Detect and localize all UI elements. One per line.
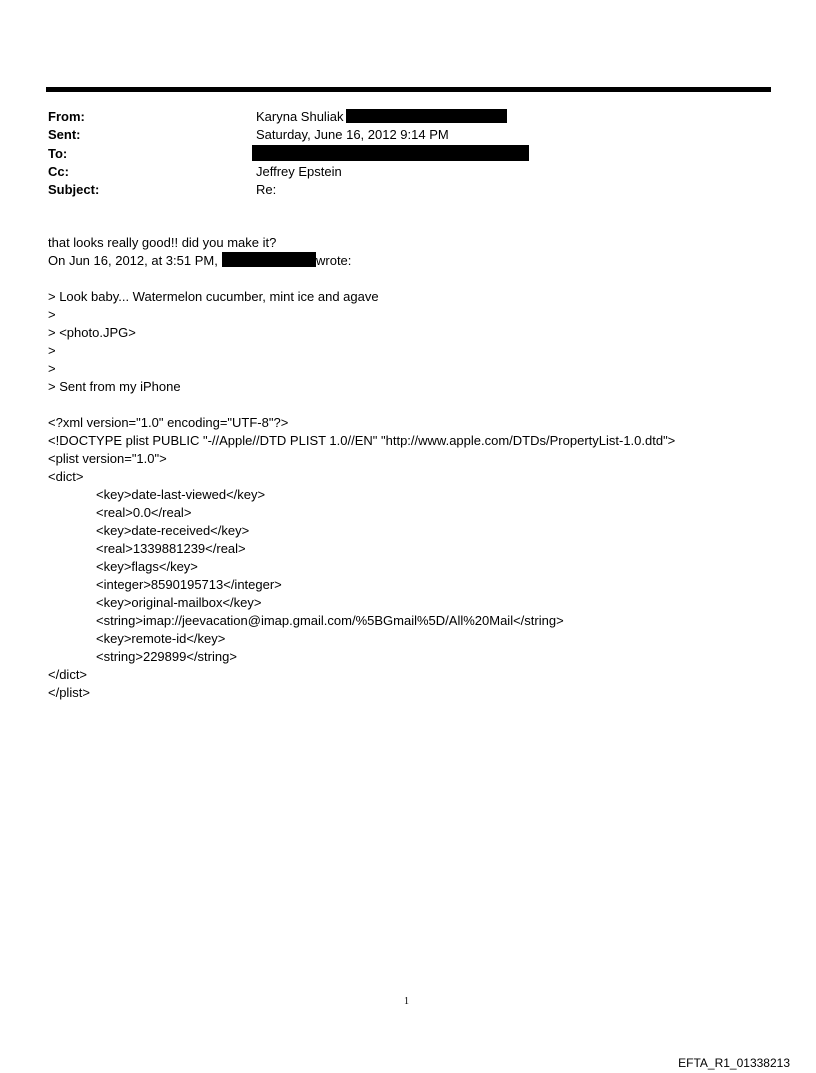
subject-label: Subject: [48,182,100,197]
xml-dict-line: <string>imap://jeevacation@imap.gmail.com/%5BGmail%5D/All%20Mail</string> [96,613,564,628]
xml-line: <?xml version="1.0" encoding="UTF-8"?> [48,415,289,430]
xml-dict-line: <real>0.0</real> [96,505,192,520]
quoted-line: > Sent from my iPhone [48,379,181,394]
sent-label: Sent: [48,127,81,142]
quoted-line: > Look baby... Watermelon cucumber, mint ice and agave [48,289,379,304]
body-line-1: that looks really good!! did you make it? [48,235,277,250]
redaction-from-email [346,109,507,123]
sent-value: Saturday, June 16, 2012 9:14 PM [256,127,449,142]
xml-dict-line: <key>date-received</key> [96,523,250,538]
bates-number: EFTA_R1_01338213 [678,1056,790,1070]
from-label: From: [48,109,85,124]
xml-dict-line: <string>229899</string> [96,649,237,664]
xml-line: <plist version="1.0"> [48,451,167,466]
xml-dict-line: <key>original-mailbox</key> [96,595,262,610]
page-number: 1 [404,996,409,1007]
cc-label: Cc: [48,164,69,179]
xml-dict-line: <key>flags</key> [96,559,198,574]
xml-dict-line: <key>remote-id</key> [96,631,226,646]
quoted-line: > [48,343,56,358]
to-label: To: [48,146,68,161]
xml-line: <dict> [48,469,84,484]
quoted-line: > [48,361,56,376]
redaction-to [252,145,529,161]
redaction-sender [222,252,316,267]
xml-dict-line: <key>date-last-viewed</key> [96,487,266,502]
from-value: Karyna Shuliak [256,109,344,124]
quoted-line: > <photo.JPG> [48,325,136,340]
xml-line: </dict> [48,667,88,682]
body-line-2-post: wrote: [316,253,352,268]
quoted-line: > [48,307,56,322]
body-line-2-pre: On Jun 16, 2012, at 3:51 PM, [48,253,218,268]
subject-value: Re: [256,182,277,197]
header-rule [46,87,771,92]
cc-value: Jeffrey Epstein [256,164,342,179]
xml-line: </plist> [48,685,90,700]
xml-dict-line: <real>1339881239</real> [96,541,246,556]
xml-dict-line: <integer>8590195713</integer> [96,577,282,592]
xml-line: <!DOCTYPE plist PUBLIC "-//Apple//DTD PLIST 1.0//EN" "http://www.apple.com/DTDs/PropertyList-1.0.dtd"> [48,433,676,448]
